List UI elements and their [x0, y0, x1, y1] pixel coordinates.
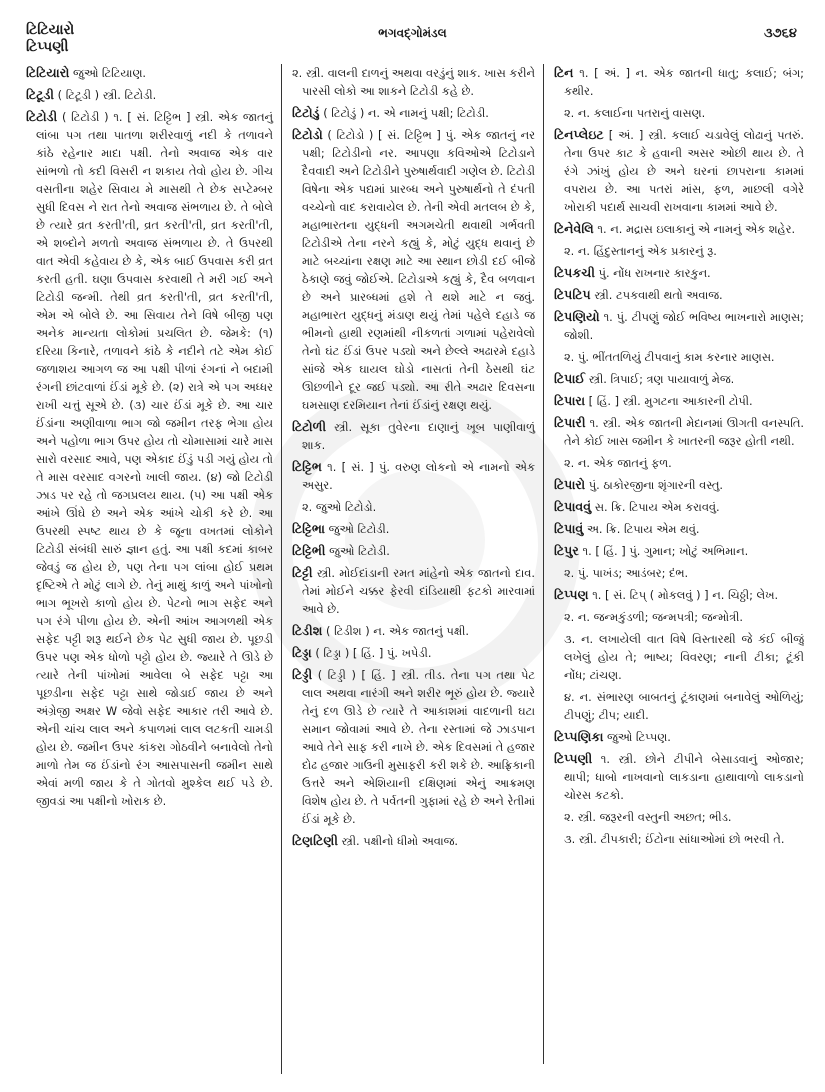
headword: ટિડીશ: [292, 623, 323, 638]
headword: ટિપ્પણી: [554, 751, 593, 766]
headword: ટિટોળી: [292, 419, 327, 434]
page-number: ૩૭૬૪: [763, 26, 797, 41]
definition-text: ૧. [ અં. ] ન. એક જાતની ધાતુ; કલાઈ; બંગ; કથીર.: [564, 66, 804, 98]
dictionary-entry: [292, 832, 535, 850]
dictionary-entry: [554, 308, 804, 344]
dictionary-entry: [554, 286, 804, 304]
headword: ટિપાવું: [554, 521, 584, 536]
running-title: ભગવદ્ગોમંડલ: [378, 26, 447, 40]
definition-text: ( ટિટોડી ) ૧. [ સં. ટિટ્ટિભ ] સ્ત્રી. એક જાતનું લાંબા પગ તથા પાતળા શરીરવાળું નદી કે તળાવને કાંઠે રહેનાર માદા પક્ષી. તેનો અવાજ એક વાર સાંભળો તો કદી વિસરી ન શકાય તેવો હોય છે. ગીચ વસતીના શહેર સિવાય મે માસથી તે છેક સપ્ટેમ્બર સુધી દિવસ ને રાત તેનો અવાજ સંભળાય છે. તે બોલે છે ત્યારે વ્રત કરતી'તી, વ્રત કરતી'તી, વ્રત કરતી'તી, એ શબ્દોને મળતો અવાજ સંભળાય છે. તે ઉપરથી વાત એવી કહેવાય છે કે, એક બાઈ ઉપવાસ કરી વ્રત કરતી હતી. ઘણા ઉપવાસ કરવાથી તે મરી ગઈ અને ટિટોડી જન્મી. તેથી વ્રત કરતી'તી, વ્રત કરતી'તી, એમ એ બોલે છે. આ સિવાય તેને વિષે બીજી પણ અનેક માન્યતા લોકોમાં પ્રચલિત છે. જેમકે: (૧) દરિયા કિનારે, તળાવને કાંઠે કે નદીને તટે એમ કોઈ જળાશય આગળ જ આ પક્ષી પીળાં રંગનાં ને બદામી રંગની છાંટવાળાં ઈંડાં મૂકે છે. (૨) રાત્રે એ પગ અધ્ધર રાખી ચત્તું સૂએ છે. (૩) ચાર ઈંડાં મૂકે છે. આ ચાર ઈંડાંના અણીવાળા ભાગ જો જમીન તરફ ભેગા હોય અને પહોળા ભાગ ઉપર હોય તો ચોમાસામાં ચારે માસ સારો વરસાદ આવે, પણ એકાદ ઈંડું પડી ગયું હોય તો તે માસ વરસાદ વગરનો ખાલી જાય. (૪) જો ટિટોડી ઝાડ પર રહે તો જગપ્રલય થાય. (૫) આ પક્ષી એક આંખે ઊંઘે છે અને એક આંખે ચોકી કરે છે. આ ઉપરથી સ્પષ્ટ થાય છે કે જૂના વખતમાં લોકોને ટિટોડી સંબંધી સારું જ્ઞાન હતું. આ પક્ષી કદમાં કાબર જેવડું જ હોય છે, પણ તેના પગ લાંબા હોઈ પ્રથમ દૃષ્ટિએ તે મોટું લાગે છે. તેનું માથું કાળું અને પાંખોનો ભાગ ભૂખરો કાળો હોય છે. પેટનો ભાગ સફેદ અને પગ રંગે પીળા હોય છે. એની આંખ આગળથી એક સફેદ પટ્ટી શરૂ થઈને છેક પેટ સુધી જાય છે. પૂછડી ઉપર પણ એક ધોળો પટ્ટો હોય છે. જ્યારે તે ઊડે છે ત્યારે તેની પાંખોમાં આવેલા બે સફેદ પટ્ટા આ પૂછડીના સફેદ પટ્ટા સાથે જોડાઈ જાય છે અને અંગ્રેજી અક્ષર W જેવો સફેદ આકાર તરી આવે છે. એની ચાંચ લાલ અને કપાળમાં લાલ લટકતી ચામડી હોય છે. જમીન ઉપર કાંકરા ગોઠવીને બનાવેલો તેનો માળો તેમ જ ઈંડાંનો રંગ આસપાસની જમીન સાથે એવાં મળી જાય કે તે ગોતવો મુશ્કેલ થઈ પડે છે. જીવડાં આ પક્ષીનો ખોરાક છે.: [36, 110, 273, 808]
dictionary-entry: [292, 418, 535, 454]
headword: ટિટૂડી: [26, 87, 55, 102]
definition-text: સ્ત્રી. મોઈદાંડાની રમત માંહેનો એક જાતનો દાવ. તેમાં મોઈને ચક્કર ફેરવી દાંડિયાથી ફટકો મારવામાં આવે છે.: [302, 566, 535, 616]
headword: ટિટોડી: [26, 109, 58, 124]
dictionary-entry: [26, 86, 273, 104]
dictionary-entry: [554, 392, 804, 410]
definition-text: ( ટિટૂડી ) સ્ત્રી. ટિટોડી.: [57, 88, 157, 102]
definition-text: [ અં. ] સ્ત્રી. કલાઈ ચડાવેલું લોઢાનું પતરું. તેના ઉપર કાટ કે હવાની અસર ઓછી થાય છે. તે રંગે ઝાંખું હોય છે અને ઘરનાં છાપરાના કામમાં વપરાય છે. આ પતરાં માંસ, ફળ, માછલી વગેરે ખોરાકી પદાર્થ સાચવી રાખવાના કામમાં આવે છે.: [564, 128, 804, 214]
definition-text: ૧. [ સં. ટિપ્ ( મોકલવું ) ] ન. ચિઠ્ઠી; લેખ.: [592, 588, 779, 602]
definition-text: ૨. સ્ત્રી. વાલની દાળનું અથવા વરડુંનું શાક. ખાસ કરીને પારસી લોકો આ શાકને ટિટોડી કહે છે.: [292, 66, 535, 98]
definition-text: ૨. સ્ત્રી. જરૂરની વસ્તુની અછત; ભીડ.: [564, 810, 732, 824]
dictionary-entry: [554, 586, 804, 604]
definition-text: ( ટિટોડો ) [ સં. ટિટ્ટિભ ] પું. એક જાતનું નર પક્ષી; ટિટોડીનો નર. આપણા કવિઓએ ટિટોડાને દૈવવાદી અને ટિટોડીને પુરુષાર્થવાદી ગણેલ છે. ટિટોડી વિષેના એક પદ્યમાં પ્રારબ્ધ અને પુરુષાર્થનો તે દંપતી વચ્ચેનો વાદ કરાવાયેલ છે. તેની એવી મતલબ છે કે, મહાભારતના યુદ્ધની અગમચેતી થવાથી ગર્ભવતી ટિટોડીએ તેના નરને કહ્યું કે, મોટું યુદ્ધ થવાનું છે માટે બચ્ચાંના રક્ષણ માટે આ સ્થાન છોડી દઈ બીજે ઠેકાણે જવું જોઈએ. ટિટોડાએ કહ્યું કે, દૈવ બળવાન છે અને પ્રારબ્ધમાં હશે તે થશે માટે ન જવું. મહાભારત યુદ્ધનું મંડાણ થયું તેમાં પહેલે દહાડે જ ભીમનો હાથી રણમાંથી નીકળતાં ગળામાં પહેરાવેલો તેનો ઘંટ ઈંડાં ઉપર પડ્યો અને છેલ્લે અઢારમે દહાડે સાંજે એક ઘાયલ ઘોડો નાસતાં તેની ઠેસથી ઘંટ ઊછળીને દૂર જઈ પડ્યો. આ રીતે અઢાર દિવસના ઘમસાણ દરમિયાન તેનાં ઈંડાંનું રક્ષણ થયું.: [302, 128, 536, 412]
definition-text: જુઓ ટિપ્પણ.: [607, 730, 671, 744]
headword: ટિટ્ટિભ: [292, 459, 322, 474]
dictionary-entry: [292, 498, 535, 516]
dictionary-entry: [292, 542, 535, 560]
definition-text: ૨. પું. ભીંતતળિયું ટીપવાનું કામ કરનાર માણસ.: [564, 350, 775, 364]
dictionary-entry: [554, 64, 804, 100]
definition-text: ૩. સ્ત્રી. ટીપકારી; ઈંટોના સાંધાઓમાં છો ભરવી તે.: [564, 832, 785, 846]
definition-text: ૨. ન. હિંદુસ્તાનનું એક પ્રકારનું રૂ.: [564, 244, 717, 258]
headword: ટિપણિયો: [554, 309, 600, 324]
dictionary-entry: [26, 64, 273, 82]
definition-text: ૧. સ્ત્રી. છોને ટીપીને બેસાડવાનું ઓજાર; થાપી; ધાબો નાખવાનો લાકડાના હાથાવાળો લાકડાનો ચોરસ કટકો.: [564, 752, 804, 802]
definition-text: ૨. પું. પાખંડ; આડંબર; દંભ.: [564, 566, 689, 580]
definition-text: જુઓ ટિટોડી.: [329, 544, 390, 558]
definition-text: ૨. ન. જન્મકુંડળી; જન્મપત્રી; જન્મોત્રી.: [564, 610, 743, 624]
definition-text: સ્ત્રી. ટપકવાથી થતો અવાજ.: [594, 288, 723, 302]
dictionary-entry: [554, 348, 804, 366]
dictionary-entry: [554, 564, 804, 582]
headword: ટિડ્ડા: [292, 645, 312, 660]
dictionary-entry: [554, 498, 804, 516]
definition-text: ૩. ન. લખાયેલી વાત વિષે વિસ્તારથી જે કંઈ બીજું લખેલું હોય તે; ભાષ્ય; વિવરણ; નાની ટીકા; ટૂંકી નોંધ; ટાંચણ.: [564, 632, 804, 682]
guide-word-first: ટિટિયારો: [26, 22, 75, 38]
dictionary-entry: [554, 608, 804, 626]
definition-text: ( ટિડીશ ) ન. એક જાતનું પક્ષી.: [326, 624, 469, 638]
definition-text: ૧. [ હિં. ] પું. ગુમાન; ખોટું અભિમાન.: [582, 544, 749, 558]
dictionary-entry: [554, 264, 804, 282]
definition-text: પું. નોંધ રાખનાર કારકુન.: [598, 266, 711, 280]
definition-text: જુઓ ટિટોડી.: [328, 522, 390, 536]
dictionary-entry: [554, 520, 804, 538]
guide-word-last: ટિપ્પણી: [26, 39, 69, 55]
dictionary-entry: [554, 808, 804, 826]
definition-text: સ્ત્રી. ત્રિપાઈ; ત્રણ પાયાવાળું મેજ.: [588, 372, 735, 386]
headword: ટિપારો: [554, 477, 586, 492]
dictionary-entry: [292, 644, 535, 662]
headword: ટિન: [554, 65, 574, 80]
headword: ટિપાઈ: [554, 371, 586, 386]
definition-text: અ. ક્રિ. ટિપાય એમ થવું.: [586, 522, 700, 536]
dictionary-entry: [554, 454, 804, 472]
definition-text: [ હિં. ] સ્ત્રી. મુગટના આકારની ટોપી.: [588, 394, 753, 408]
dictionary-entry: [554, 688, 804, 724]
headword: ટિપ્પણિકા: [554, 729, 604, 744]
dictionary-entry: [554, 542, 804, 560]
dictionary-entry: [292, 104, 535, 122]
dictionary-entry: [554, 476, 804, 494]
dictionary-entry: [554, 630, 804, 684]
headword: ટિણટિણી: [292, 833, 338, 848]
definition-text: ૨. ન. એક જાતનું ફળ.: [564, 456, 672, 470]
dictionary-entry: [292, 458, 535, 494]
definition-text: ૧. ન. મદ્રાસ ઇલાકાનું એ નામનું એક શહેર.: [597, 222, 796, 236]
headword: ટિપુર: [554, 543, 579, 558]
column-2: [282, 64, 544, 1064]
headword: ટિપકચી: [554, 265, 595, 280]
definition-text: ( ટિટોડું ) ન. એ નામનું પક્ષી; ટિટોડી.: [323, 106, 489, 120]
dictionary-entry: [292, 126, 535, 414]
definition-text: સ્ત્રી. પક્ષીનો ધીમો અવાજ.: [341, 834, 459, 848]
definition-text: ( ટિડ્ડી ) [ હિં. ] સ્ત્રી. તીડ. તેના પગ તથા પેટ લાલ અથવા નારંગી અને શરીર ભૂરું હોય છે. જ્યારે તેનું દળ ઊડે છે ત્યારે તે આકાશમાં વાદળાની ઘટા સમાન જોવામાં આવે છે. તેના રસ્તામાં જે ઝાડપાન આવે તેને સાફ કરી નાખે છે. એક દિવસમાં તે હજાર દોઢ હજાર ગાઉની મુસાફરી કરી શકે છે. આફ્રિકાની ઉત્તરે અને એશિયાની દક્ષિણમાં એનું આક્રમણ વિશેષ હોય છે. તે પર્વતની ગુફામાં રહે છે અને રેતીમાં ઈંડાં મૂકે છે.: [302, 668, 535, 826]
column-1: [26, 64, 282, 1074]
page-header: [0, 22, 825, 55]
definition-text: ૨. જુઓ ટિટોડો.: [302, 500, 377, 514]
dictionary-entry: [554, 750, 804, 804]
headword: ટિટોડું: [292, 105, 320, 120]
dictionary-entry: [292, 666, 535, 828]
headword: ટિપટિપ: [554, 287, 591, 302]
dictionary-entry: [554, 220, 804, 238]
definition-text: ( ટિડ્ડા ) [ હિં. ] પું. ખપેડી.: [315, 646, 432, 660]
headword: ટિનેવેલિ: [554, 221, 594, 236]
dictionary-entry: [292, 64, 535, 100]
headword: ટિટિયારો: [26, 65, 70, 80]
headword: ટિટોડો: [292, 127, 323, 142]
dictionary-entry: [554, 370, 804, 388]
dictionary-columns: [26, 64, 804, 1074]
headword: ટિપાવવું: [554, 499, 592, 514]
definition-text: જુઓ ટિટિયાણ.: [73, 66, 147, 80]
headword: ટિટ્ટી: [292, 565, 313, 580]
definition-text: સ્ત્રી. સૂકા તુવેરના દાણાનું ખૂબ પાણીવાળું શાક.: [302, 420, 535, 452]
dictionary-entry: [292, 622, 535, 640]
dictionary-entry: [292, 520, 535, 538]
headword: ટિપારા: [554, 393, 586, 408]
definition-text: પું. ઠાકોરજીના શૃંગારની વસ્તુ.: [588, 478, 724, 492]
dictionary-entry: [554, 126, 804, 216]
column-3: [544, 64, 804, 1074]
definition-text: ૧. [ સં. ] પું. વરુણ લોકનો એ નામનો એક અસુર.: [302, 460, 535, 492]
dictionary-entry: [554, 728, 804, 746]
headword: ટિટ્ટિભા: [292, 521, 326, 536]
definition-text: ૧. સ્ત્રી. એક જાતની મેદાનમાં ઊગતી વનસ્પતિ. તેને કોઈ ખાસ જમીન કે ખાતરની જરૂર હોતી નથી.: [564, 416, 804, 448]
definition-text: ૪. ન. સંભારણ બાબતનું ટૂંકાણમાં બનાવેલું ઓળિયું; ટીપણું; ટીપ; યાદી.: [564, 690, 804, 722]
headword: ટિટ્ટિભી: [292, 543, 326, 558]
definition-text: સ. ક્રિ. ટિપાય એમ કરાવવું.: [594, 500, 720, 514]
definition-text: ૧. પું. ટીપણું જોઈ ભવિષ્ય ભાખનારો માણસ; જોશી.: [564, 310, 804, 342]
dictionary-entry: [554, 242, 804, 260]
dictionary-entry: [26, 108, 273, 810]
headword: ટિડ્ડી: [292, 667, 313, 682]
headword: ટિપ્પણ: [554, 587, 589, 602]
dictionary-entry: [554, 104, 804, 122]
dictionary-entry: [554, 414, 804, 450]
definition-text: ૨. ન. કલાઈના પતરાનું વાસણ.: [564, 106, 706, 120]
dictionary-entry: [292, 564, 535, 618]
headword: ટિપારી: [554, 415, 586, 430]
headword: ટિનપ્લેઇટ: [554, 127, 604, 142]
dictionary-entry: [554, 830, 804, 848]
